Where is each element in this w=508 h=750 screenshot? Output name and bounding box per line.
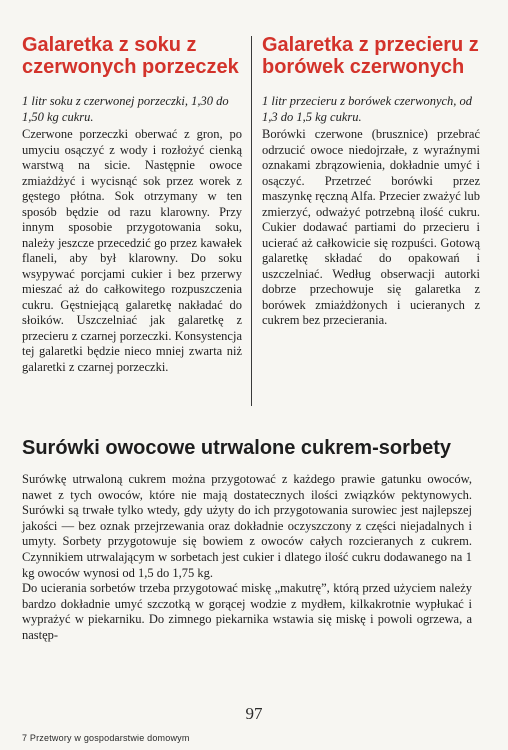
section-title: Surówki owocowe utrwalone cukrem-sorbety [22, 437, 451, 459]
column-divider [251, 36, 252, 406]
section-paragraph-2: Do ucierania sorbetów trzeba przygotować miskę „makutrę”, którą przed użyciem należy bardzo dokładnie umyć szczotką w gorącej wodzie z mydłem, kilkakrotnie wypłukać i wyprażyć w piekarniku. Do zimnego piekarnika wstawia się miskę i powoli ogrzewa, a następ- [22, 581, 472, 642]
right-recipe [262, 34, 480, 329]
right-recipe-text: Borówki czerwone (brusznice) przebrać odrzucić owoce niedojrzałe, z wyraźnymi oznakami zbrązowienia, dokładnie umyć i osączyć. Przetrzeć borówki przez maszynkę ręczną Alfa. Przecier zważyć lub zmierzyć, odważyć potrzebną ilość cukru. Cukier dodawać partiami do przecieru i ucierać aż całkowicie się rozpuści. Gotową galaretkę składać do opakowań i uszczelniać. Według obserwacji autorki dobrze przechowuje się galaretka z borówek zmiażdżonych i ucieranych z cukrem bez przecierania. [262, 127, 480, 327]
right-recipe-title: Galaretka z przecieru z borówek czerwonych [262, 34, 479, 78]
section-body [22, 472, 472, 644]
right-recipe-ingredients: 1 litr przecieru z borówek czerwonych, od 1,3 do 1,5 kg cukru. [262, 94, 473, 124]
left-recipe-title: Galaretka z soku z czerwonych porzeczek [22, 34, 239, 78]
page-number: 97 [245, 704, 263, 723]
footer-note: 7 Przetwory w gospodarstwie domowym [22, 733, 190, 743]
section-paragraph-1: Surówkę utrwaloną cukrem można przygotować z każdego prawie gatunku owoców, nawet z tych owoców, które nie mają dostatecznych ilości związków pektynowych. Surówki są trwałe tylko wtedy, gdy użyty do ich przygotowania surowiec jest najlepszej jakości — bez oznak przejrzewania oraz dokładnie oczyszczony z części niejadalnych i umyty. Sorbety przygotowuje się bowiem z owoców całych rozcieranych z cukrem. Czynnikiem utrwalającym w sorbetach jest cukier i dlatego ilość cukru dodawanego na 1 kg owoców wynosi od 1,5 do 1,75 kg. [22, 472, 472, 580]
left-recipe-ingredients: 1 litr soku z czerwonej porzeczki, 1,30 do 1,50 kg cukru. [22, 94, 229, 124]
left-recipe [22, 34, 242, 375]
left-recipe-text: Czerwone porzeczki oberwać z gron, po umyciu osączyć z wody i rozłożyć cienką warstwą na sicie. Następnie owoce zmiażdżyć i wycisnąć sok przez worek z gęstego płótna. Sok otrzymany w ten sposób będzie od razu klarowny. Przy innym sposobie przygotowania soku, należy jeszcze przecedzić go przez kawałek flaneli, aby był klarowny. Do soku wsypywać porcjami cukier i bez przerwy mieszać aż do całkowitego rozpuszczenia cukru. Gęstniejącą galaretkę nakładać do słoików. Uszczelniać jak galaretkę z przecieru z czarnej porzeczki. Konsystencja tej galaretki będzie nieco mniej zwarta niż galaretki z czarnej porzeczki. [22, 127, 242, 374]
